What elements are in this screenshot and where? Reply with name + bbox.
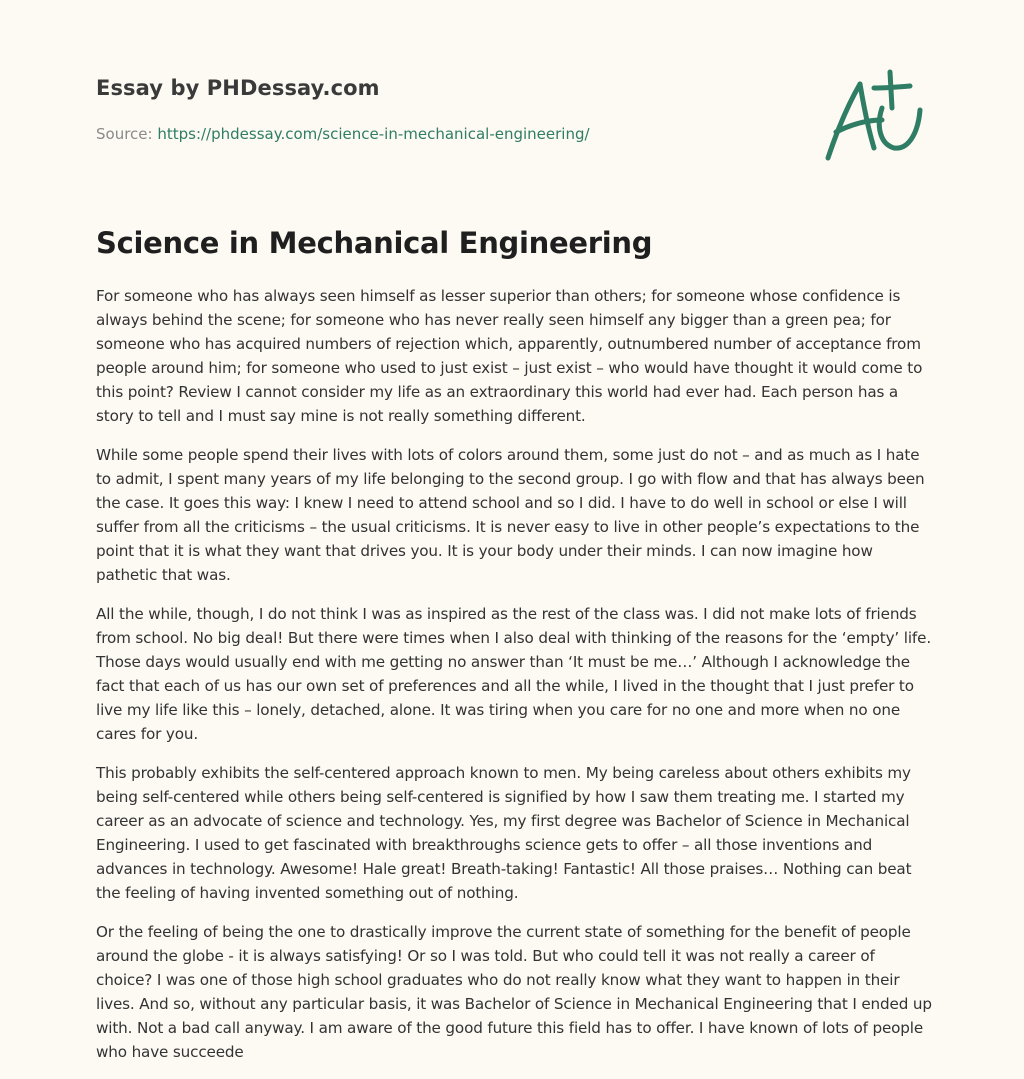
source-link[interactable]: https://phdessay.com/science-in-mechanical-engineering/: [157, 125, 590, 143]
essay-title: Science in Mechanical Engineering: [96, 226, 653, 260]
a-plus-logo-icon: [822, 68, 928, 164]
essay-paragraph: Or the feeling of being the one to drastically improve the current state of something for the benefit of people around the globe - it is always satisfying! Or so I was told. But who could tell it was not really a career of choice? I was one of those high school graduates who do not really know what they want to happen in their lives. And so, without any particular basis, it was Bachelor of Science in Mechanical Engineering that I ended up with. Not a bad call anyway. I am aware of the good future this field has to offer. I have known of lots of people who have succeede: [96, 923, 932, 1061]
essay-paragraph: This probably exhibits the self-centered approach known to men. My being careless about others exhibits my being self-centered while others being self-centered is signified by how I saw them treating me. I started my career as an advocate of science and technology. Yes, my first degree was Bachelor of Science in Mechanical Engineering. I used to get fascinated with breakthroughs science gets to offer – all those inventions and advances in technology. Awesome! Hale great! Breath-taking! Fantastic! All those praises… Nothing can beat the feeling of having invented something out of nothing.: [96, 764, 912, 902]
page-header: [96, 74, 928, 174]
brand-title: Essay by PHDessay.com: [96, 76, 380, 100]
essay-body: [96, 284, 932, 1079]
source-line: [96, 125, 590, 143]
essay-paragraph: All the while, though, I do not think I was as inspired as the rest of the class was. I did not make lots of friends from school. No big deal! But there were times when I also deal with thinking of the reasons for the ‘empty’ life. Those days would usually end with me getting no answer than ‘It must be me…’ Although I acknowledge the fact that each of us has our own set of preferences and all the while, I lived in the thought that I just prefer to live my life like this – lonely, detached, alone. It was tiring when you care for no one and more when no one cares for you.: [96, 605, 931, 743]
source-label: Source:: [96, 125, 158, 143]
essay-paragraph: For someone who has always seen himself as lesser superior than others; for someone whose confidence is always behind the scene; for someone who has never really seen himself any bigger than a green pea; for someone who has acquired numbers of rejection which, apparently, outnumbered number of acceptance from people around him; for someone who used to just exist – just exist – who would have thought it would come to this point? Review I cannot consider my life as an extraordinary this world had ever had. Each person has a story to tell and I must say mine is not really something different.: [96, 287, 923, 425]
essay-paragraph: While some people spend their lives with lots of colors around them, some just do not – and as much as I hate to admit, I spent many years of my life belonging to the second group. I go with flow and that has always been the case. It goes this way: I knew I need to attend school and so I did. I have to do well in school or else I will suffer from all the criticisms – the usual criticisms. It is never easy to live in other people’s expectations to the point that it is what they want that drives you. It is your body under their minds. I can now imagine how pathetic that was.: [96, 446, 925, 584]
